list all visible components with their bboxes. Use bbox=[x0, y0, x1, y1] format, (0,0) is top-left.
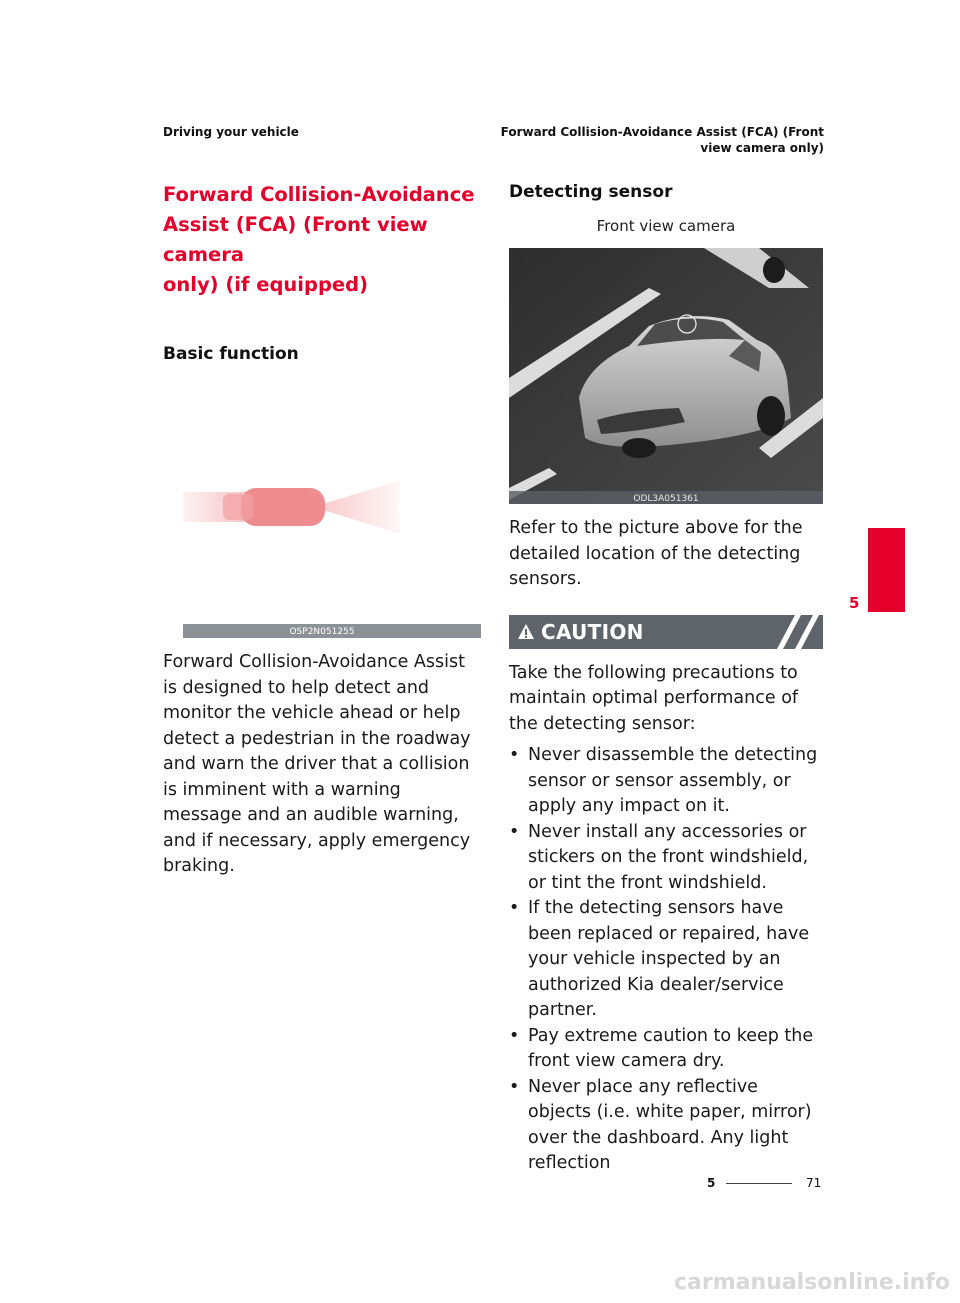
figure-label: Front view camera bbox=[596, 217, 736, 235]
list-item: • Never install any accessories or stickers on the front windshield, or tint the front windshield. bbox=[509, 821, 809, 893]
section-title-line3: only) (if equipped) bbox=[163, 273, 369, 296]
caution-slashes-decoration bbox=[767, 615, 823, 649]
list-item: • If the detecting sensors have been replaced or repaired, have your vehicle inspected by an authorized Kia dealer/service partner. bbox=[509, 898, 810, 1020]
list-item: • Never place any reflective objects (i.e. white paper, mirror) over the dashboard. Any light reflection bbox=[509, 1076, 812, 1173]
warning-triangle-icon bbox=[517, 623, 535, 641]
caution-intro: Take the following precautions to maintain optimal performance of the detecting sensor: bbox=[509, 662, 799, 734]
list-item: • Never disassemble the detecting sensor or sensor assembly, or apply any impact on it. bbox=[509, 745, 818, 816]
camera-location-photo bbox=[509, 248, 823, 504]
car-photo-illustration bbox=[509, 248, 823, 504]
figure-code-left: OSP2N051255 bbox=[289, 627, 355, 637]
fca-illustration bbox=[163, 368, 481, 638]
figure-code-right: ODL3A051361 bbox=[633, 494, 699, 504]
section-title-line1: Forward Collision-Avoidance bbox=[163, 183, 475, 206]
section-title bbox=[163, 180, 481, 300]
running-header-left: Driving your vehicle bbox=[163, 125, 299, 139]
footer-page-number: 71 bbox=[806, 1176, 822, 1190]
running-header-right-line2: view camera only) bbox=[700, 141, 824, 155]
footer-divider bbox=[726, 1183, 792, 1184]
running-header-right-line1: Forward Collision-Avoidance Assist (FCA) (Front bbox=[500, 125, 824, 139]
caution-list bbox=[509, 743, 823, 1177]
detecting-sensor-paragraph: Refer to the picture above for the detailed location of the detecting sensors. bbox=[509, 518, 803, 589]
section-title-line2: Assist (FCA) (Front view camera bbox=[163, 213, 428, 266]
watermark: carmanualsonline.info bbox=[674, 1270, 950, 1295]
basic-function-heading: Basic function bbox=[163, 344, 299, 364]
left-column bbox=[163, 180, 481, 880]
caution-banner bbox=[509, 615, 823, 649]
basic-function-figure bbox=[163, 368, 481, 638]
footer-section-number: 5 bbox=[707, 1176, 716, 1190]
running-header-right bbox=[484, 124, 824, 156]
detecting-sensor-heading: Detecting sensor bbox=[509, 182, 673, 202]
list-item: • Pay extreme caution to keep the front view camera dry. bbox=[509, 1025, 814, 1071]
right-column bbox=[509, 180, 823, 1177]
sensor-beam bbox=[313, 480, 401, 534]
car-shape bbox=[241, 488, 325, 526]
chapter-tab-number: 5 bbox=[849, 594, 860, 612]
caution-label: CAUTION bbox=[541, 619, 644, 644]
basic-function-paragraph: Forward Collision-Avoidance Assist is designed to help detect and monitor the vehicle ahead or help detect a pedestrian in the roadway and warn the driver that a collision is imminent with a warning message and an audible warning, and if necessary, apply emergency braking. bbox=[163, 652, 471, 876]
chapter-tab bbox=[868, 528, 905, 612]
